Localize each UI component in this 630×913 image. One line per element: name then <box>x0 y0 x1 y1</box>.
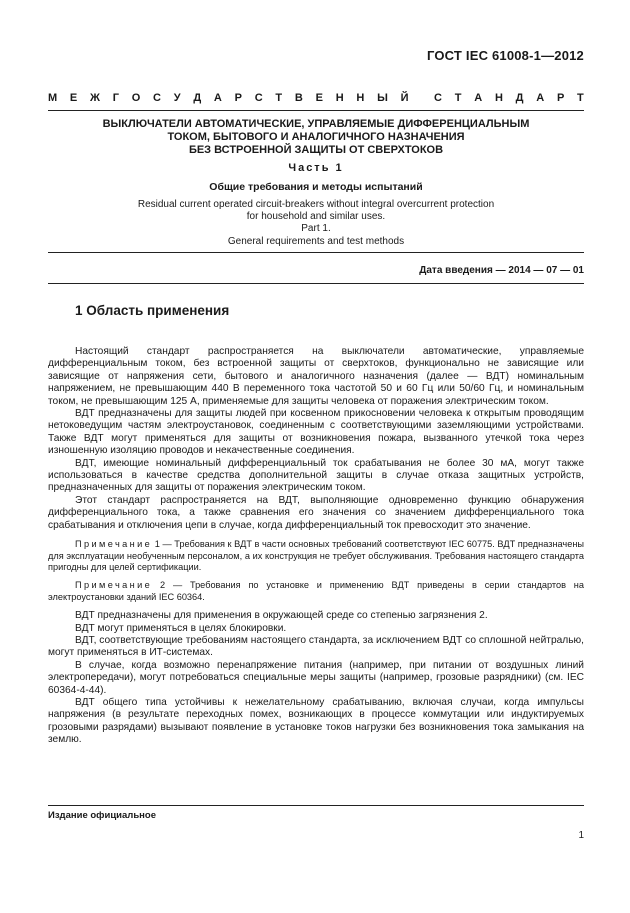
heading-letter: О <box>131 92 141 104</box>
paragraph: ВДТ, имеющие номинальный дифференциальный ток срабатывания не более 30 мА, могут также использоваться в качестве средства дополнительной защиты в случае отказа защитных устройств, предназначенных для защиты от поражения электрическим током. <box>48 457 584 494</box>
heading-letter: Р <box>234 92 242 104</box>
paragraph: ВДТ предназначены для защиты людей при косвенном прикосновении человека к открытым проводящим нетоковедущим частям электроустановок, соединенным с соответствующими заземляющими устройствами. Также ВДТ могут применяться для защиты от возникновения пожара, вызванного утечкой тока через изношенную изоляцию проводов и некачественные соединения. <box>48 408 584 457</box>
heading-letter: В <box>294 92 303 104</box>
english-title <box>48 199 584 248</box>
title-line: БЕЗ ВСТРОЕННОЙ ЗАЩИТЫ ОТ СВЕРХТОКОВ <box>188 144 444 156</box>
heading-letter: Ж <box>90 92 100 104</box>
note-label: Примечание <box>75 539 153 550</box>
paragraph: Этот стандарт распространяется на ВДТ, выполняющие одновременно функцию обнаружения дифференциального тока, а также сравнения его значения со значением дифференциального тока срабатывания и отключения цепи в случае, когда дифференциальный ток превосходит это значение. <box>48 494 584 531</box>
note <box>48 539 584 573</box>
heading-letter: Е <box>69 92 78 104</box>
document-code: ГОСТ IEC 61008-1—2012 <box>426 48 584 63</box>
heading-letter: Т <box>454 92 462 104</box>
heading-letter: Т <box>577 92 584 104</box>
heading-letter: У <box>173 92 181 104</box>
paragraph: ВДТ предназначены для применения в окружающей среде со степенью загрязнения 2. <box>75 610 488 622</box>
heading-letter: С <box>254 92 263 104</box>
divider <box>48 252 584 253</box>
heading-letter: С <box>434 92 442 104</box>
standard-title <box>48 118 584 157</box>
title-line: ТОКОМ, БЫТОВОГО И АНАЛОГИЧНОГО НАЗНАЧЕНИЯ <box>167 131 465 143</box>
part-label: Часть 1 <box>288 162 344 174</box>
heading-letter: Д <box>193 92 202 104</box>
heading-letter: Т <box>275 92 283 104</box>
section-heading: 1 Область применения <box>75 303 230 318</box>
heading-letter: Н <box>356 92 365 104</box>
introduction-date: Дата введения — 2014 — 07 — 01 <box>419 265 584 276</box>
english-title-line: Residual current operated circuit-breakers without integral overcurrent protection <box>137 199 495 210</box>
heading-letter: Д <box>515 92 524 104</box>
note-text: 2 — Требования по установке и применению ВДТ приведены в серии стандартов на электроустановки зданий IEC 60364. <box>48 580 584 602</box>
english-title-line: General requirements and test methods <box>227 235 405 247</box>
heading-letter: Р <box>556 92 565 104</box>
english-title-line: for household and similar uses. <box>246 211 386 223</box>
paragraph: ВДТ общего типа устойчивы к нежелательному срабатыванию, включая случаи, когда импульсы напряжения (в результате переходных помех, возникающих в процессе коммутации или индуктируемых грозовыми разрядами) вызывают появление в установке токов нагрузки без возникновения тока замыкания на землю. <box>48 696 584 746</box>
heading-letter: А <box>536 92 545 104</box>
heading-letter: С <box>153 92 161 104</box>
official-edition-label: Издание официальное <box>48 810 156 821</box>
heading-letter: Е <box>315 92 323 104</box>
note <box>48 580 584 603</box>
paragraph: В случае, когда возможно перенапряжение питания (например, при питании от воздушных линий электропередачи), могут потребоваться специальные меры защиты (например, грозовые разрядники) (см. IEC 60364-4-44). <box>48 659 584 696</box>
heading-letter: Н <box>494 92 503 104</box>
heading-letter: Ы <box>377 92 388 104</box>
heading-letter: А <box>474 92 483 104</box>
heading-letter: А <box>213 92 222 104</box>
note-text: 1 — Требования к ВДТ в части основных требований соответствуют IEC 60775. ВДТ предназначены для эксплуатации необученным персоналом, а их конструкция не требует обслуживания. Требования настоящего стандарта пригодны для целей сертификации. <box>48 539 584 572</box>
subtitle: Общие требования и методы испытаний <box>209 181 423 193</box>
divider <box>48 110 584 111</box>
heading-letter: Й <box>400 92 409 104</box>
note-label: Примечание <box>75 580 153 591</box>
divider <box>48 805 584 806</box>
section-body <box>48 346 584 747</box>
english-title-line: Part 1. <box>301 223 331 235</box>
title-line: ВЫКЛЮЧАТЕЛИ АВТОМАТИЧЕСКИЕ, УПРАВЛЯЕМЫЕ ДИФФЕРЕНЦИАЛЬНЫМ <box>102 118 530 130</box>
heading-letter: Н <box>335 92 344 104</box>
interstate-standard-heading <box>48 92 584 104</box>
paragraph: ВДТ, соответствующие требованиям настоящего стандарта, за исключением ВДТ со сплошной нейтралью, могут применяться в ИТ-системах. <box>48 634 584 659</box>
page-number: 1 <box>578 830 584 841</box>
paragraph: Настоящий стандарт распространяется на выключатели автоматические, управляемые дифференциальным током, без встроенной защиты от сверхтоков, функционально не зависящие или зависящие от напряжения сети, бытового и аналогичного назначения (далее — ВДТ) номинальным напряжением, не превышающим 440 В переменного тока частотой 50 и 60 Гц или 50/60 Гц, и номинальным током, не превышающим 125 А, применяемые для защиты человека от поражения электрическим током. <box>48 346 584 407</box>
paragraph: ВДТ могут применяться в целях блокировки. <box>75 622 287 634</box>
heading-letter: Г <box>112 92 119 104</box>
divider <box>48 283 584 284</box>
heading-letter: М <box>48 92 58 104</box>
